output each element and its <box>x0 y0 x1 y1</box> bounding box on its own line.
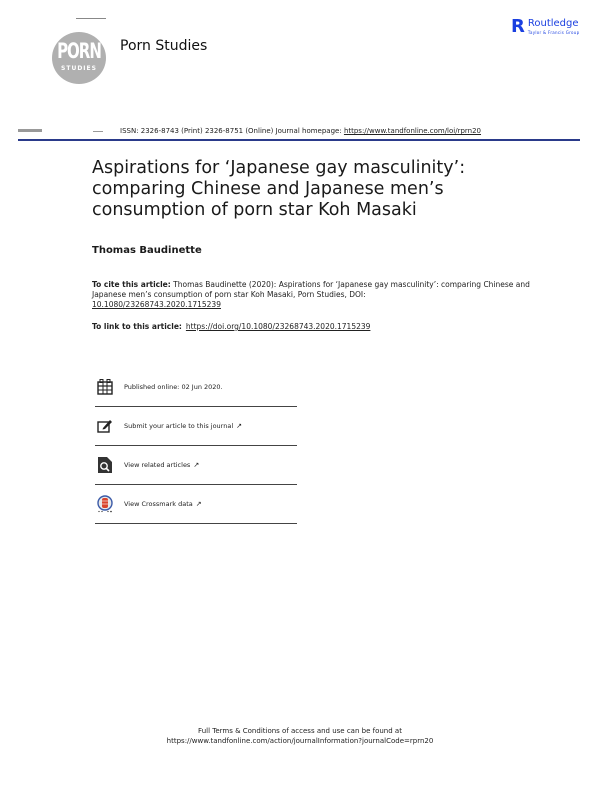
article-doi-link[interactable]: https://doi.org/10.1080/23268743.2020.1715239 <box>185 322 371 331</box>
info-box-list <box>95 368 297 524</box>
article-title: Aspirations for ‘Japanese gay masculinity’: comparing Chinese and Japanese men’s consumption of porn star Koh Masaki <box>92 158 466 220</box>
crossmark-link[interactable] <box>95 485 297 524</box>
issn-text: ISSN: 2326-8743 (Print) 2326-8751 (Online) Journal homepage: https://www.tandfonline.com/loi/rprn20 <box>120 127 482 135</box>
published-online-item <box>95 368 297 407</box>
publisher-logo <box>511 18 579 36</box>
crossmark-label: View Crossmark data <box>124 500 193 508</box>
cite-text: Thomas Baudinette (2020): Aspirations for ‘Japanese gay masculinity’: comparing Chinese and Japanese men’s consumption of porn star Koh Masaki, Porn Studies, DOI: <box>92 280 530 299</box>
external-link-icon: ↗ <box>195 500 202 508</box>
related-articles-label: View related articles <box>124 461 191 469</box>
doi-link[interactable]: 10.1080/23268743.2020.1715239 <box>92 300 221 309</box>
header-tiny-text <box>76 18 106 19</box>
calendar-icon <box>95 377 115 397</box>
external-link-icon: ↗ <box>193 461 200 469</box>
cite-label: To cite this article: <box>92 280 171 289</box>
citation-block <box>92 280 552 310</box>
external-link-icon: ↗ <box>236 422 243 430</box>
publisher-subtitle: Taylor & Francis Group <box>527 30 580 35</box>
article-author: Thomas Baudinette <box>92 245 202 256</box>
submit-article-label: Submit your article to this journal <box>124 422 234 430</box>
footer-terms-link[interactable]: https://www.tandfonline.com/action/journalInformation?journalCode=rprn20 <box>166 737 434 745</box>
submit-article-link[interactable] <box>95 407 297 446</box>
footer-terms <box>0 726 600 746</box>
link-label: To link to this article: <box>92 322 182 331</box>
search-document-icon <box>95 455 115 475</box>
mini-publisher-logo <box>18 129 42 132</box>
edit-icon <box>95 416 115 436</box>
journal-title: Porn Studies <box>120 38 208 54</box>
published-online-label: Published online: 02 Jun 2020. <box>124 383 223 391</box>
mini-journal-logo <box>93 131 103 132</box>
routledge-r-icon: R <box>511 16 525 37</box>
crossmark-icon <box>95 494 115 514</box>
related-articles-link[interactable] <box>95 446 297 485</box>
article-link-row <box>92 322 370 331</box>
header-divider <box>18 139 580 141</box>
journal-logo <box>52 32 106 84</box>
logo-line2: STUDIES <box>61 65 97 72</box>
publisher-name: Routledge <box>527 18 579 29</box>
journal-homepage-link[interactable]: https://www.tandfonline.com/loi/rprn20 <box>343 127 482 135</box>
logo-line1: PORN <box>57 38 101 64</box>
footer-line1: Full Terms & Conditions of access and use can be found at <box>198 727 402 735</box>
